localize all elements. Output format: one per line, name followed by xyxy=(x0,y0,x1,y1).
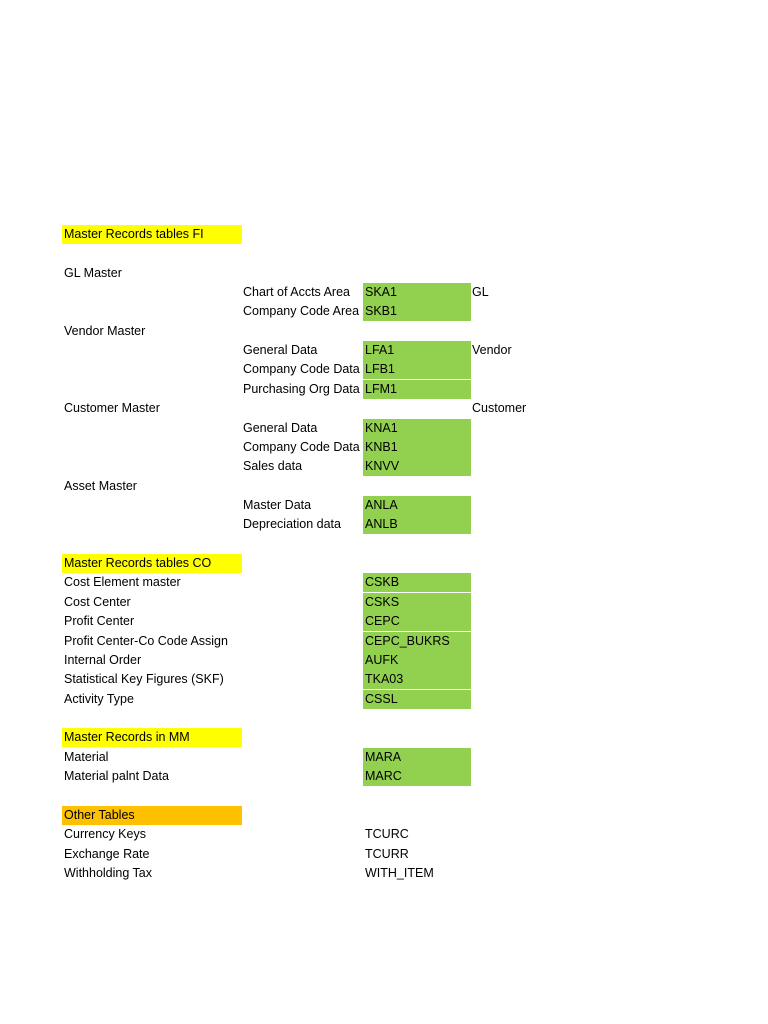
co-row-table: CSSL xyxy=(363,690,471,709)
mm-row-desc: Material xyxy=(64,750,109,764)
other-row-table: WITH_ITEM xyxy=(365,866,434,880)
asset-master-label: Asset Master xyxy=(64,479,137,493)
fi-header: Master Records tables FI xyxy=(62,225,242,244)
mm-row-desc: Material palnt Data xyxy=(64,769,169,783)
vendor-note: Vendor xyxy=(472,343,512,357)
vendor-row-desc: General Data xyxy=(243,343,318,357)
gl-row-desc: Chart of Accts Area xyxy=(243,285,350,299)
asset-row-table: ANLA xyxy=(363,496,471,515)
vendor-row-table: LFM1 xyxy=(363,380,471,399)
vendor-row-desc: Purchasing Org Data xyxy=(243,382,360,396)
customer-master-label: Customer Master xyxy=(64,401,160,415)
co-row-desc: Activity Type xyxy=(64,692,134,706)
gl-note: GL xyxy=(472,285,489,299)
customer-row-desc: Sales data xyxy=(243,459,303,473)
co-row-table: CEPC_BUKRS xyxy=(363,632,471,651)
gl-row-table: SKA1 xyxy=(363,283,471,302)
vendor-master-label: Vendor Master xyxy=(64,324,146,338)
co-row-desc: Statistical Key Figures (SKF) xyxy=(64,672,224,686)
customer-row-table: KNA1 xyxy=(363,419,471,438)
co-header: Master Records tables CO xyxy=(62,554,242,573)
other-row-table: TCURR xyxy=(365,847,409,861)
co-row-table: CSKS xyxy=(363,593,471,612)
asset-row-desc: Master Data xyxy=(243,498,312,512)
co-row-table: AUFK xyxy=(363,651,471,670)
other-row-table: TCURC xyxy=(365,827,409,841)
vendor-row-desc: Company Code Data xyxy=(243,362,360,376)
other-row-desc: Currency Keys xyxy=(64,827,146,841)
mm-row-table: MARA xyxy=(363,748,471,767)
customer-row-table: KNB1 xyxy=(363,438,471,457)
other-row-desc: Exchange Rate xyxy=(64,847,150,861)
customer-note: Customer xyxy=(472,401,527,415)
co-row-desc: Internal Order xyxy=(64,653,142,667)
co-row-table: TKA03 xyxy=(363,670,471,689)
asset-row-table: ANLB xyxy=(363,515,471,534)
co-row-desc: Cost Center xyxy=(64,595,131,609)
other-row-desc: Withholding Tax xyxy=(64,866,153,880)
customer-row-table: KNVV xyxy=(363,457,471,476)
co-row-desc: Cost Element master xyxy=(64,575,181,589)
vendor-row-table: LFB1 xyxy=(363,360,471,379)
co-row-desc: Profit Center xyxy=(64,614,135,628)
mm-row-table: MARC xyxy=(363,767,471,786)
gl-row-desc: Company Code Area xyxy=(243,304,360,318)
other-header: Other Tables xyxy=(62,806,242,825)
customer-row-desc: General Data xyxy=(243,421,318,435)
vendor-row-table: LFA1 xyxy=(363,341,471,360)
co-row-table: CEPC xyxy=(363,612,471,631)
co-row-table: CSKB xyxy=(363,573,471,592)
gl-master-label: GL Master xyxy=(64,266,122,280)
gl-row-table: SKB1 xyxy=(363,302,471,321)
co-row-desc: Profit Center-Co Code Assign xyxy=(64,634,228,648)
customer-row-desc: Company Code Data xyxy=(243,440,360,454)
mm-header: Master Records in MM xyxy=(62,728,242,747)
asset-row-desc: Depreciation data xyxy=(243,517,341,531)
